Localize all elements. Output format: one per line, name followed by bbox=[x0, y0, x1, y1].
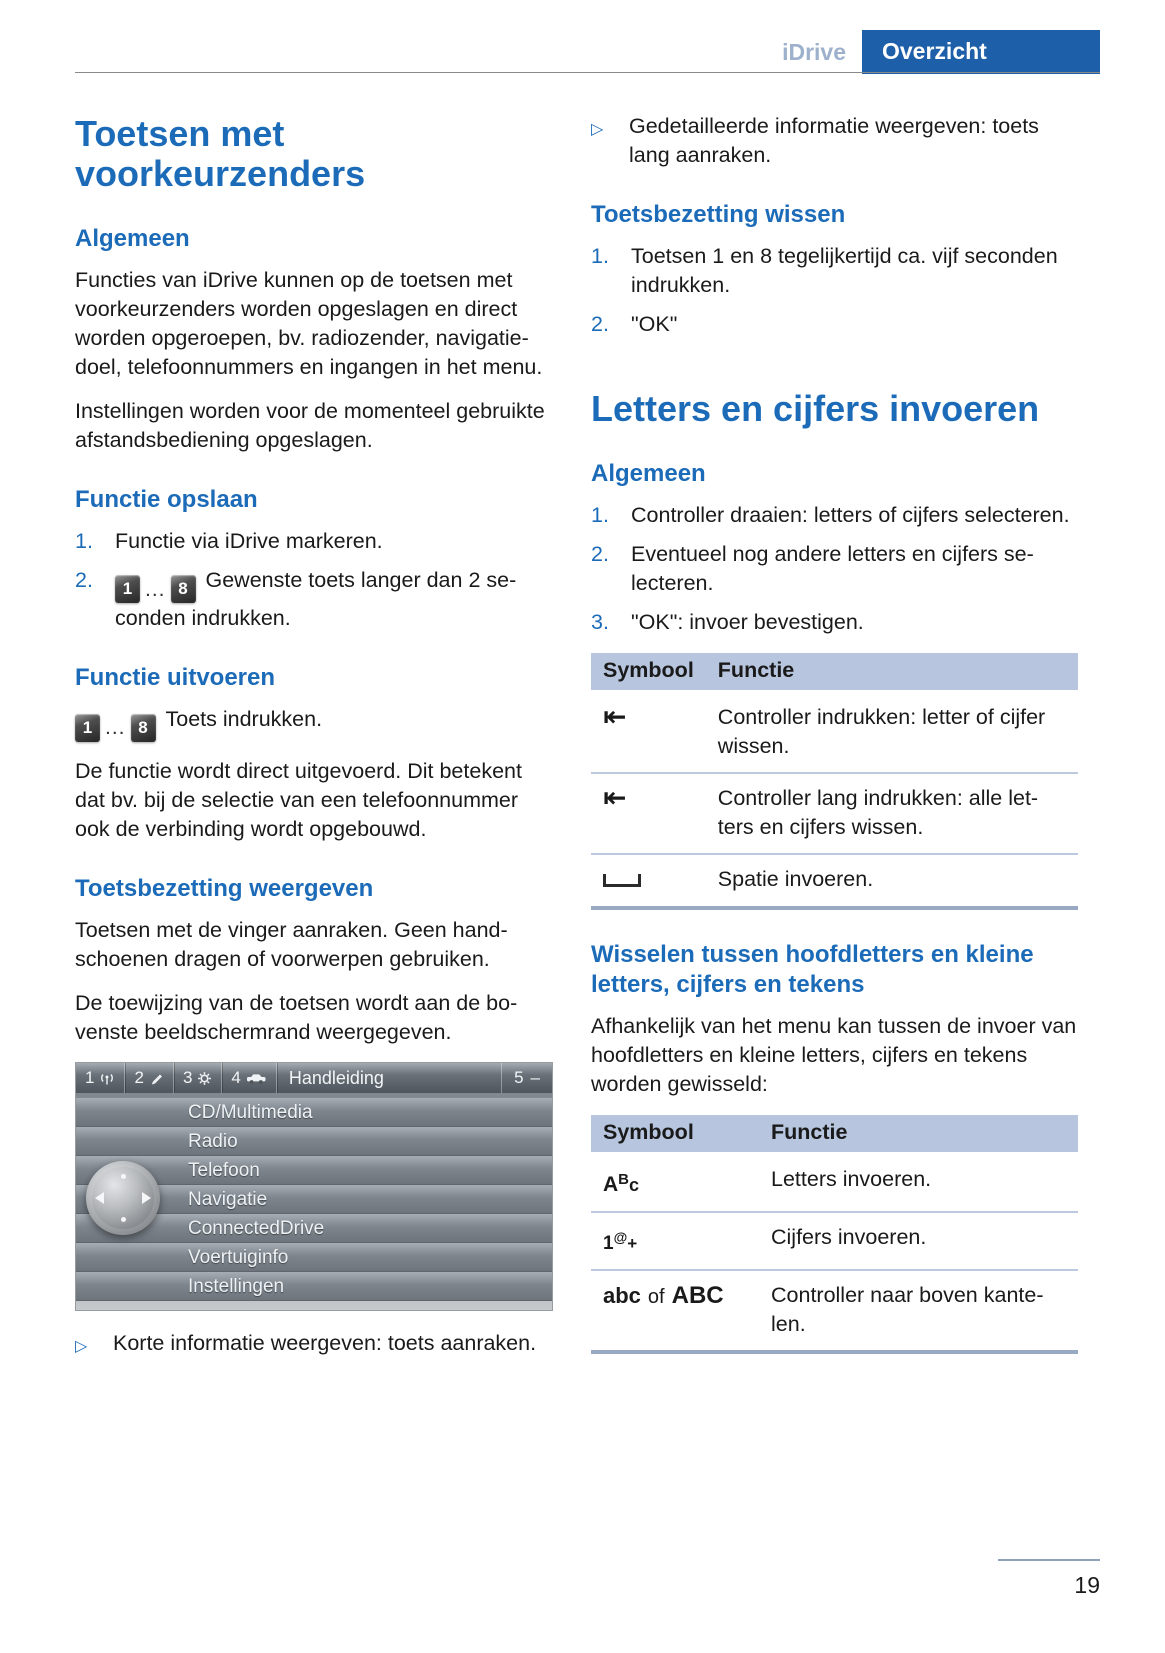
symbol-table-1 bbox=[591, 653, 1078, 910]
function-cell: Controller naar boven kantelen. bbox=[759, 1270, 1078, 1352]
paragraph: Functies van iDrive kunnen op de toetsen met voorkeurzenders worden opgeslagen en direct worden opgeroepen, bv. radiozender, navigatiedoel, telefoonnummers en ingangen in het menu. bbox=[75, 268, 543, 379]
symbol-cell bbox=[591, 1270, 759, 1352]
menu-item: CD/Multimedia bbox=[76, 1098, 552, 1127]
preset-number: 2 bbox=[134, 1068, 144, 1087]
numbered-item bbox=[591, 242, 1078, 300]
heading-wisselen: Wisselen tussen hoofdletters en kleine letters, cijfers en tekens bbox=[591, 941, 1034, 998]
item-number: 1. bbox=[75, 529, 93, 553]
paragraph: Instellingen worden voor de momenteel gebruikte afstandsbediening opgeslagen. bbox=[75, 399, 545, 452]
item-number: 3. bbox=[591, 610, 609, 634]
function-cell: Letters invoeren. bbox=[759, 1154, 1078, 1213]
gear-icon bbox=[197, 1071, 212, 1086]
key-1-icon: 1 bbox=[115, 575, 140, 603]
key-8-icon: 8 bbox=[171, 575, 196, 603]
item-text: Controller draaien: letters of cijfers selecteren. bbox=[631, 503, 1070, 527]
symbol-cell bbox=[591, 854, 706, 908]
lead-text: Toets indrukken. bbox=[165, 706, 323, 731]
display-title: Handleiding bbox=[288, 1067, 384, 1088]
paragraph: De functie wordt direct uitgevoerd. Dit betekent dat bv. bij de selectie van een telefoonnummer ook de verbinding wordt opgebouwd. bbox=[75, 759, 522, 841]
table-row bbox=[591, 1270, 1078, 1352]
preset-4-segment bbox=[222, 1063, 276, 1093]
symbol-cell bbox=[591, 692, 706, 774]
menu-item: Radio bbox=[76, 1127, 552, 1156]
column-header-symbool: Symbool bbox=[591, 1115, 759, 1154]
display-statusbar bbox=[76, 1063, 552, 1093]
paragraph: De toewijzing van de toetsen wordt aan de bovenste beeldschermrand weergegeven. bbox=[75, 991, 518, 1044]
backspace-icon: ⇤ bbox=[603, 782, 627, 813]
item-text: "OK": invoer bevestigen. bbox=[631, 610, 864, 634]
table-row bbox=[591, 854, 1078, 908]
heading-toetsbezetting-weergeven: Toetsbezetting weergeven bbox=[75, 875, 374, 902]
knob-dot bbox=[121, 1217, 126, 1222]
preset-keys-icon bbox=[115, 575, 196, 604]
paragraph bbox=[75, 705, 553, 743]
heading-functie-opslaan: Functie opslaan bbox=[75, 486, 258, 513]
table-header-row bbox=[591, 1115, 1078, 1154]
key-8-icon: 8 bbox=[131, 714, 156, 742]
item-number: 1. bbox=[591, 244, 609, 268]
table-row bbox=[591, 773, 1078, 854]
preset-number: 5 bbox=[514, 1068, 524, 1087]
heading-algemeen: Algemeen bbox=[75, 225, 190, 252]
bullet-text: Gedetailleerde informatie weergeven: toets lang aanraken. bbox=[629, 114, 1039, 167]
content-columns bbox=[75, 108, 1100, 1382]
symbol-cell bbox=[591, 773, 706, 854]
preset-number: 4 bbox=[231, 1068, 241, 1087]
preset-number: 3 bbox=[182, 1068, 193, 1087]
table-row bbox=[591, 692, 1078, 774]
page-number-rule bbox=[998, 1559, 1100, 1561]
bullet-text: Korte informatie weergeven: toets aanraken. bbox=[113, 1331, 537, 1355]
menu-item: Instellingen bbox=[76, 1272, 552, 1301]
chapter-label: iDrive bbox=[782, 38, 846, 65]
table-row bbox=[591, 1154, 1078, 1213]
item-number: 2. bbox=[591, 542, 609, 566]
numbered-item bbox=[75, 566, 553, 633]
left-column bbox=[75, 108, 553, 1382]
table-header-row bbox=[591, 653, 1078, 692]
section-title: Letters en cijfers invoeren bbox=[591, 388, 1040, 429]
triangle-bullet-item bbox=[75, 1329, 553, 1361]
item-text: Toetsen 1 en 8 tegelijkertijd ca. vijf seconden indrukken. bbox=[631, 244, 1058, 297]
numbered-item bbox=[591, 608, 1078, 637]
key-1-icon: 1 bbox=[75, 714, 100, 742]
item-text: "OK" bbox=[631, 312, 678, 336]
knob-right-arrow-icon bbox=[142, 1192, 151, 1204]
right-column bbox=[591, 108, 1078, 1382]
item-number: 2. bbox=[75, 568, 93, 592]
menu-item: Voertuiginfo bbox=[76, 1243, 552, 1272]
ellipsis: … bbox=[144, 576, 167, 601]
menu-item: Navigatie bbox=[76, 1185, 552, 1214]
function-cell: Spatie invoeren. bbox=[706, 854, 1078, 908]
function-cell: Controller lang indrukken: alle letters en cijfers wissen. bbox=[706, 773, 1078, 854]
page-header bbox=[75, 30, 1100, 74]
preset-3-segment bbox=[174, 1063, 222, 1093]
heading-functie-uitvoeren: Functie uitvoeren bbox=[75, 663, 276, 691]
preset-5-segment bbox=[501, 1063, 552, 1093]
paragraph: Afhankelijk van het menu kan tussen de invoer van hoofdletters en kleine letters, cijfers en tekens worden gewisseld: bbox=[591, 1014, 1077, 1096]
heading-algemeen-2: Algemeen bbox=[591, 460, 706, 487]
item-text-span: Gewenste toets langer dan 2 seconden indrukken. bbox=[115, 568, 517, 630]
table-row bbox=[591, 1212, 1078, 1270]
triangle-bullet-icon: ▷ bbox=[591, 121, 604, 138]
function-cell: Controller indrukken: letter of cijfer wissen. bbox=[706, 692, 1078, 774]
item-number: 1. bbox=[591, 503, 609, 527]
page-title: Toetsen met voorkeurzenders bbox=[75, 113, 366, 194]
signal-icon bbox=[99, 1071, 115, 1086]
symbol-cell bbox=[591, 1154, 759, 1213]
space-icon bbox=[603, 874, 641, 887]
knob-left-arrow-icon bbox=[95, 1192, 104, 1204]
column-header-symbool: Symbool bbox=[591, 653, 706, 692]
preset-1-segment bbox=[76, 1063, 125, 1093]
preset-keys-icon bbox=[75, 713, 156, 742]
column-header-functie: Functie bbox=[759, 1115, 1078, 1154]
dash-label: – bbox=[530, 1068, 540, 1087]
knob-dot bbox=[121, 1174, 126, 1179]
letters-mode-icon: $A^Bc$ bbox=[603, 1171, 640, 1196]
ellipsis: … bbox=[104, 715, 127, 739]
triangle-bullet-item bbox=[591, 112, 1078, 170]
triangle-bullet-icon: ▷ bbox=[75, 1338, 88, 1355]
numbered-item bbox=[591, 501, 1078, 530]
case-toggle-icon: abc of ABC bbox=[603, 1282, 724, 1309]
heading-toetsbezetting-wissen: Toetsbezetting wissen bbox=[591, 201, 846, 228]
item-number: 2. bbox=[591, 312, 609, 336]
numbered-item bbox=[75, 527, 553, 556]
item-text: Eventueel nog andere letters en cijfers selecteren. bbox=[631, 542, 1034, 595]
car-icon bbox=[246, 1072, 267, 1085]
menu-item: Telefoon bbox=[76, 1156, 552, 1185]
pencil-icon bbox=[149, 1071, 164, 1086]
section-tab: Overzicht bbox=[862, 30, 1100, 74]
page-number: 19 bbox=[1074, 1572, 1100, 1598]
item-text bbox=[115, 566, 553, 633]
symbol-table-2 bbox=[591, 1115, 1078, 1354]
column-header-functie: Functie bbox=[706, 653, 1078, 692]
header-rule bbox=[75, 72, 1100, 73]
backspace-icon: ⇤ bbox=[603, 701, 627, 732]
preset-number: 1 bbox=[85, 1068, 95, 1087]
idrive-display-illustration bbox=[75, 1062, 553, 1311]
item-text: Functie via iDrive markeren. bbox=[115, 529, 383, 553]
preset-2-segment bbox=[125, 1063, 173, 1093]
function-cell: Cijfers invoeren. bbox=[759, 1212, 1078, 1270]
controller-knob-icon bbox=[86, 1161, 160, 1235]
numbered-item bbox=[591, 310, 1078, 339]
numbered-item bbox=[591, 540, 1078, 598]
menu-item: ConnectedDrive bbox=[76, 1214, 552, 1243]
paragraph: Toetsen met de vinger aanraken. Geen handschoenen dragen of voorwerpen gebruiken. bbox=[75, 918, 508, 971]
digits-mode-icon: 1@+ bbox=[603, 1229, 638, 1254]
symbol-cell bbox=[591, 1212, 759, 1270]
